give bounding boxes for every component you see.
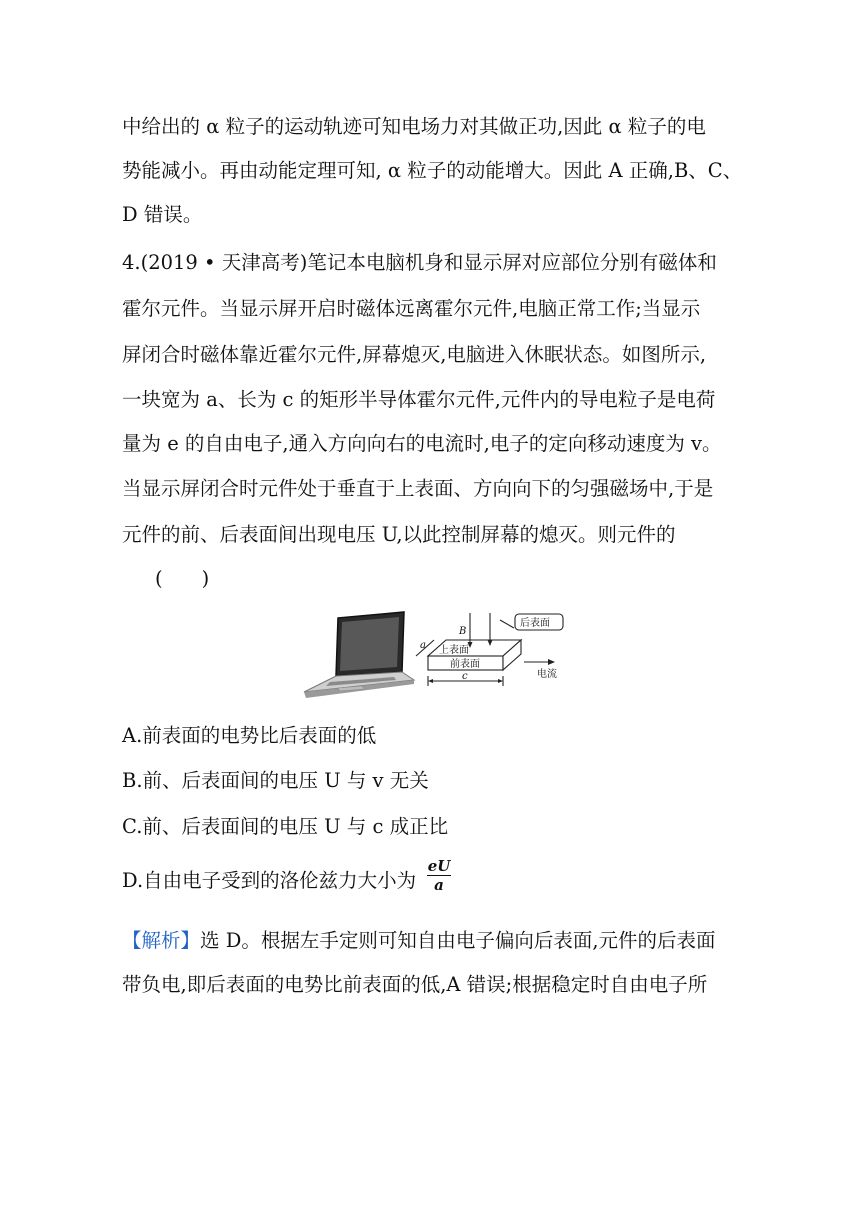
label-length-c: c: [462, 671, 468, 682]
question-line-5: 量为 e 的自由电子,通入方向向右的电流时,电子的定向移动速度为 v。: [122, 432, 722, 455]
label-field-b: B: [459, 626, 467, 637]
analysis-line-1: [122, 927, 716, 955]
label-top-surface: 上表面: [439, 645, 469, 656]
option-c: C.前、后表面间的电压 U 与 c 成正比: [122, 815, 449, 838]
question-line-1: 4.(2019 • 天津高考)笔记本电脑机身和显示屏对应部位分别有磁体和: [122, 251, 717, 274]
question-line-6: 当显示屏闭合时元件处于垂直于上表面、方向向下的匀强磁场中,于是: [122, 477, 714, 500]
hall-element-figure: [296, 610, 596, 710]
option-b: B.前、后表面间的电压 U 与 v 无关: [122, 769, 429, 792]
question-line-4: 一块宽为 a、长为 c 的矩形半导体霍尔元件,元件内的导电粒子是电荷: [122, 388, 716, 411]
label-current: 电流: [537, 669, 557, 680]
laptop-illustration: [304, 612, 414, 698]
analysis-tag: 【解析】: [122, 929, 201, 952]
label-back-surface: 后表面: [520, 618, 550, 629]
question-line-7: 元件的前、后表面间出现电压 U,以此控制屏幕的熄灭。则元件的: [122, 523, 676, 546]
question-line-3: 屏闭合时磁体靠近霍尔元件,屏幕熄灭,电脑进入休眠状态。如图所示,: [122, 343, 707, 366]
question-line-2: 霍尔元件。当显示屏开启时磁体远离霍尔元件,电脑正常工作;当显示: [122, 297, 701, 320]
figure-svg: [296, 610, 596, 710]
answer-blank: ( ): [155, 567, 210, 590]
option-d: D.自由电子受到的洛伦兹力大小为: [122, 869, 417, 892]
analysis-text-1: 选 D。根据左手定则可知自由电子偏向后表面,元件的后表面: [200, 929, 716, 952]
analysis-line-2: 带负电,即后表面的电势比前表面的低,A 错误;根据稳定时自由电子所: [122, 973, 708, 996]
intro-line-3: D 错误。: [122, 203, 203, 226]
option-d-fraction: [427, 858, 451, 893]
fraction-numerator: eU: [427, 857, 451, 875]
label-front-surface: 前表面: [450, 659, 480, 670]
intro-line-2: 势能减小。再由动能定理可知, α 粒子的动能增大。因此 A 正确,B、C、: [122, 159, 743, 182]
intro-line-1: 中给出的 α 粒子的运动轨迹可知电场力对其做正功,因此 α 粒子的电: [122, 115, 706, 138]
option-a: A.前表面的电势比后表面的低: [122, 724, 377, 747]
label-width-a: a: [420, 640, 426, 651]
fraction-denominator: a: [434, 876, 444, 894]
